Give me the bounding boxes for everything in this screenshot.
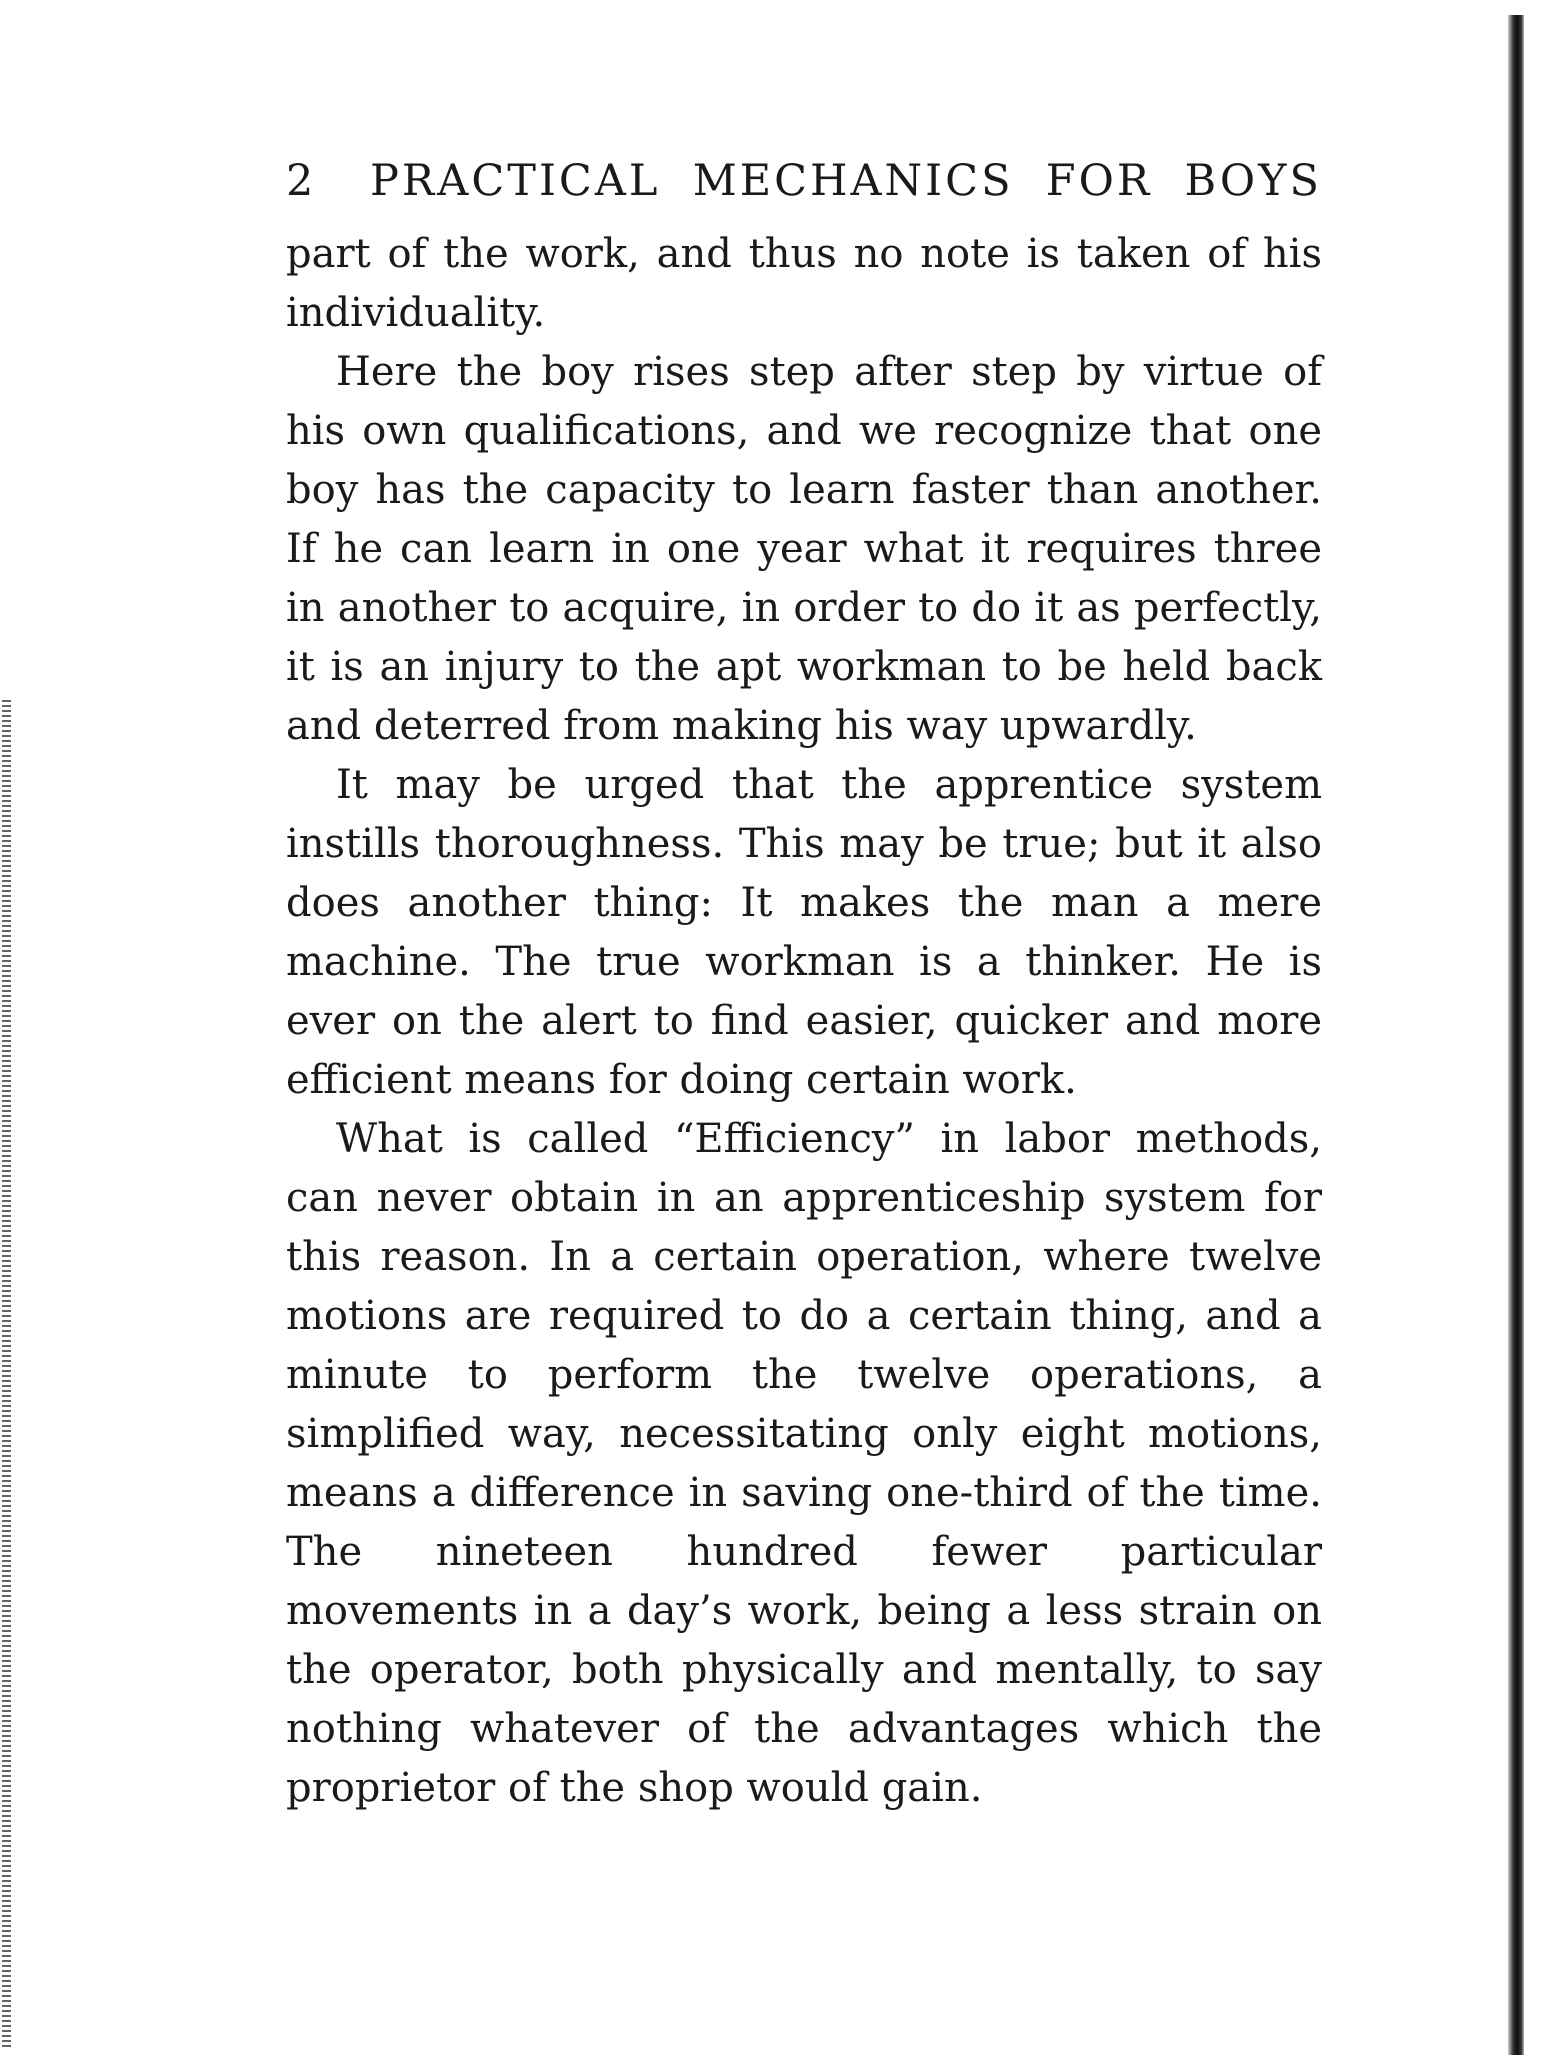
body-text — [286, 225, 1322, 1818]
running-head-title: PRACTICAL MECHANICS FOR BOYS — [370, 156, 1322, 206]
scan-binding-edge — [2, 700, 11, 2050]
scan-page-edge — [1508, 15, 1524, 2055]
paragraph: It may be urged that the apprentice system instills thoroughness. This may be true; but it also does another thing: It makes the man a mere machine. The true workman is a thinker. He is ever on the alert to find easier, quicker and more efficient means for doing certain work. — [286, 762, 1322, 1103]
paragraph: Here the boy rises step after step by virtue of his own qualifications, and we recognize that one boy has the capacity to learn faster than another. If he can learn in one year what it requires three in another to acquire, in order to do it as perfectly, it is an injury to the apt workman to be held back and deterred from making his way upwardly. — [286, 349, 1322, 749]
paragraph: What is called “Efficiency” in labor methods, can never obtain in an apprenticeship system for this reason. In a certain operation, where twelve motions are required to do a certain thing, and a minute to perform the twelve operations, a simplified way, necessitating only eight motions, means a difference in saving one-third of the time. The nineteen hundred fewer particular movements in a day’s work, being a less strain on the operator, both physically and mentally, to say nothing whatever of the advantages which the proprietor of the shop would gain. — [286, 1116, 1322, 1811]
running-head — [286, 156, 1322, 206]
page-number: 2 — [286, 156, 314, 206]
paragraph-continued: part of the work, and thus no note is taken of his individuality. — [286, 231, 1322, 336]
book-page — [286, 156, 1322, 1818]
